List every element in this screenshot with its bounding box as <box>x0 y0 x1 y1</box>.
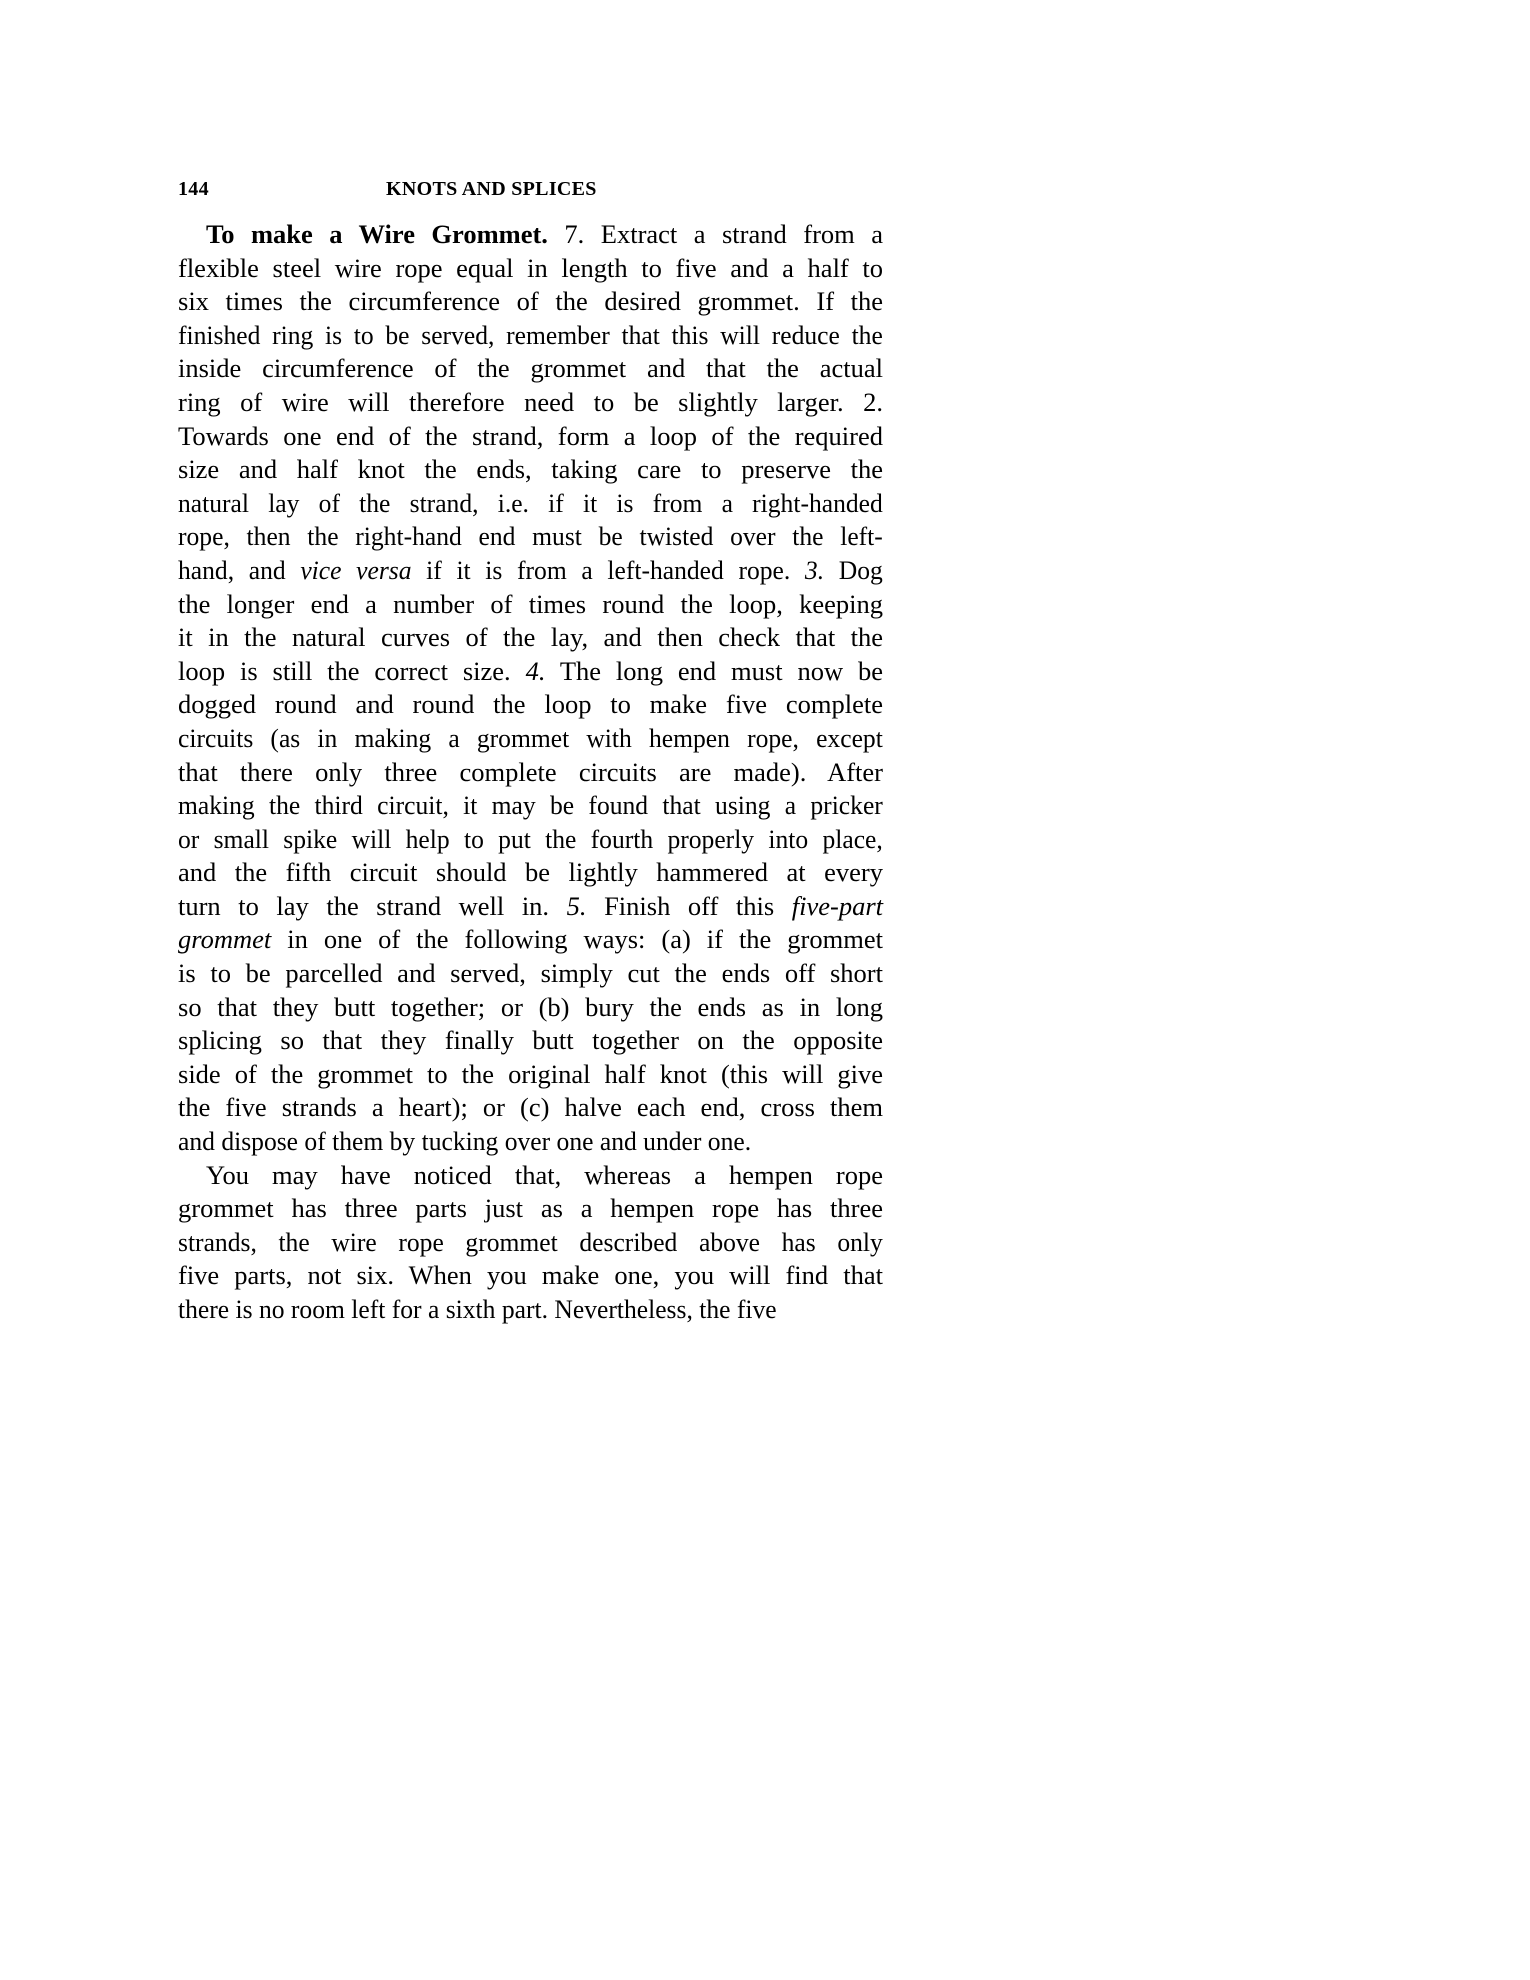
text-run: The long end must now be <box>545 655 883 686</box>
text-line: finished ring is to be served, remember that this will reduce the <box>178 319 883 350</box>
text-line: dogged round and round the loop to make five complete <box>178 689 883 720</box>
italic-run: grommet <box>178 924 272 955</box>
text-line: circuits (as in making a grommet with hempen rope, except <box>178 722 883 753</box>
body-text-column <box>178 218 883 1327</box>
text-line: rope, then the right-hand end must be twisted over the left- <box>178 521 883 552</box>
text-line: and dispose of them by tucking over one and under one. <box>178 1126 752 1157</box>
text-line: or small spike will help to put the fourth properly into place, <box>178 823 883 854</box>
italic-run: five-part <box>791 890 883 921</box>
text-run: loop is still the correct size. <box>178 655 526 686</box>
text-line: ring of wire will therefore need to be slightly larger. 2. <box>178 386 883 417</box>
paragraph-wire-grommet <box>178 218 883 1159</box>
text-line: flexible steel wire rope equal in length to five and a half to <box>178 252 883 283</box>
italic-run: vice versa <box>300 554 412 585</box>
text-line: side of the grommet to the original half knot (this will give <box>178 1058 883 1089</box>
text-line: it in the natural curves of the lay, and then check that the <box>178 622 883 653</box>
text-line: You may have noticed that, whereas a hempen rope <box>206 1159 883 1190</box>
text-line: Towards one end of the strand, form a loop of the required <box>178 420 883 451</box>
text-line: size and half knot the ends, taking care to preserve the <box>178 454 883 485</box>
text-line: and the fifth circuit should be lightly hammered at every <box>178 857 883 888</box>
text-run: 7. Extract a strand from a <box>547 219 883 249</box>
text-line: five parts, not six. When you make one, you will find that <box>178 1260 883 1291</box>
text-line <box>178 655 883 689</box>
italic-run: 4. <box>525 655 546 686</box>
running-head <box>178 178 883 204</box>
running-title: KNOTS AND SPLICES <box>386 178 597 200</box>
text-line <box>178 218 883 252</box>
text-run: Finish off this <box>586 890 792 921</box>
text-line: strands, the wire rope grommet described above has only <box>178 1226 883 1257</box>
text-run: hand, and <box>178 554 301 585</box>
page-number: 144 <box>178 178 209 200</box>
text-line: natural lay of the strand, i.e. if it is from a right-handed <box>178 487 883 518</box>
text-line: there is no room left for a sixth part. Nevertheless, the five <box>178 1294 777 1324</box>
text-run: if it is from a left-handed rope. <box>411 554 805 585</box>
paragraph-lead-in: To make a Wire Grommet. <box>206 219 548 249</box>
text-line <box>178 890 883 924</box>
text-line: so that they butt together; or (b) bury the ends as in long <box>178 991 883 1022</box>
text-run: Dog <box>824 554 883 585</box>
text-line: the longer end a number of times round the loop, keeping <box>178 588 883 619</box>
text-line: grommet has three parts just as a hempen rope has three <box>178 1193 883 1224</box>
text-line: splicing so that they finally butt together on the opposite <box>178 1025 883 1056</box>
text-line: that there only three complete circuits are made). After <box>178 756 883 787</box>
italic-run: 3. <box>804 554 825 585</box>
italic-run: 5. <box>566 890 587 921</box>
paragraph-five-parts-note <box>178 1159 883 1327</box>
text-line: six times the circumference of the desired grommet. If the <box>178 286 883 317</box>
text-line: making the third circuit, it may be found that using a pricker <box>178 790 883 821</box>
text-line: is to be parcelled and served, simply cut the ends off short <box>178 958 883 989</box>
text-line: inside circumference of the grommet and that the actual <box>178 353 883 384</box>
text-line <box>178 923 883 957</box>
text-line <box>178 554 883 588</box>
text-run: in one of the following ways: (a) if the grommet <box>271 924 883 955</box>
text-run: turn to lay the strand well in. <box>178 890 567 921</box>
text-line: the five strands a heart); or (c) halve each end, cross them <box>178 1092 883 1123</box>
